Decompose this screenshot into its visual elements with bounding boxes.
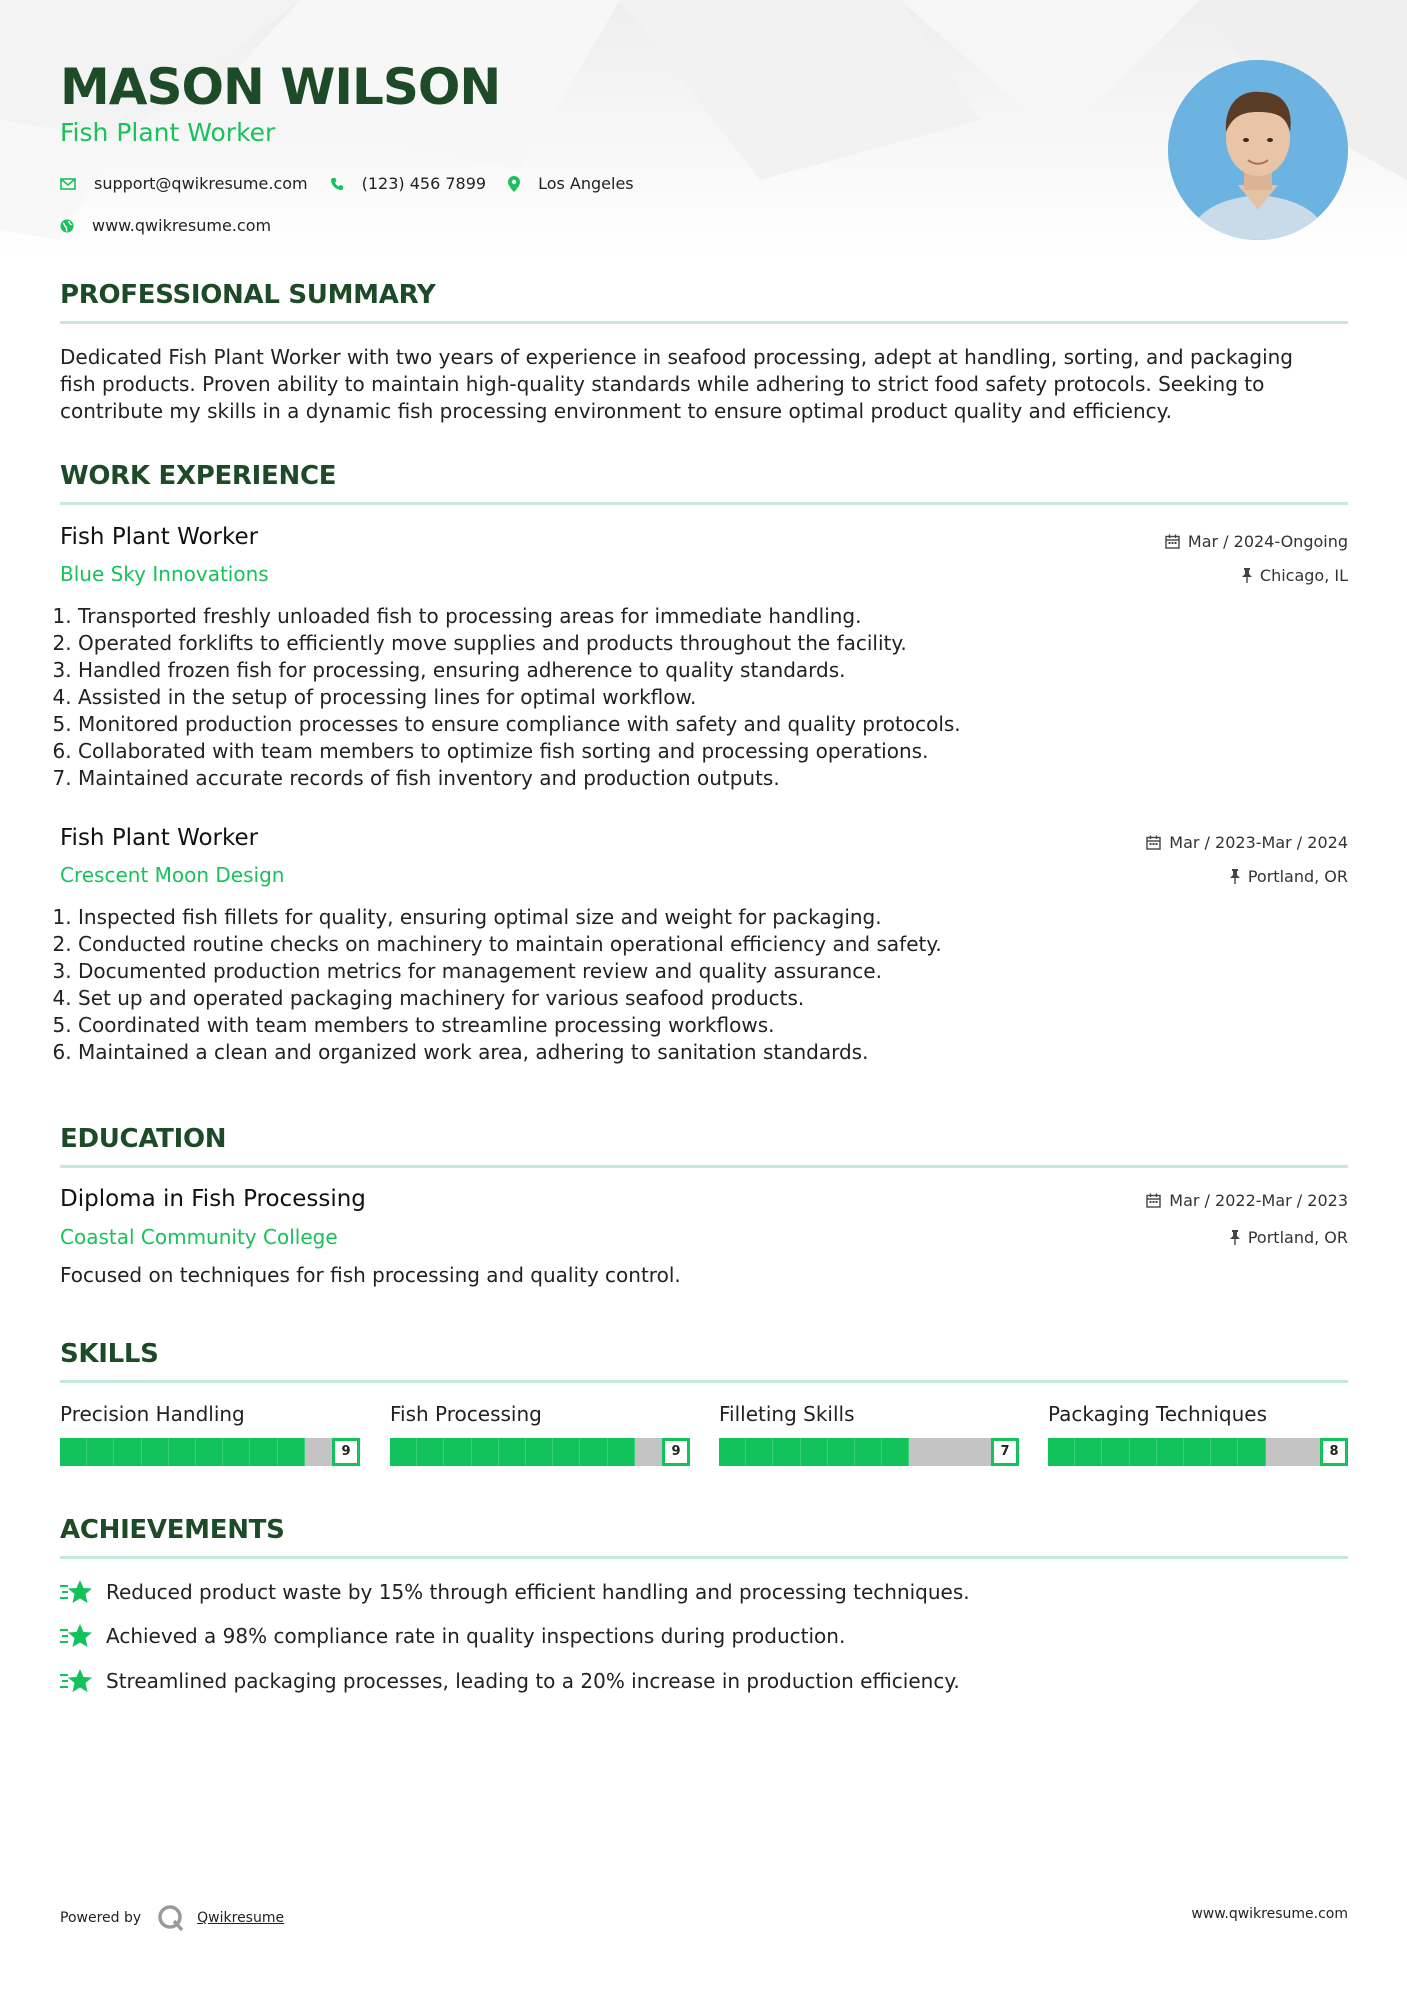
degree-title: Diploma in Fish Processing (60, 1186, 366, 1212)
education-location-text: Portland, OR (1247, 1228, 1348, 1247)
skill-fill (1048, 1438, 1266, 1466)
contact-email[interactable] (60, 174, 308, 193)
calendar-icon (1146, 1193, 1161, 1208)
skill-segment (882, 1438, 909, 1466)
skill-label: Filleting Skills (719, 1402, 855, 1426)
skill-level-number: 8 (1320, 1438, 1348, 1466)
skill-label: Packaging Techniques (1048, 1402, 1268, 1426)
qwikresume-link[interactable]: Qwikresume (197, 1910, 285, 1926)
education-location (1230, 1228, 1348, 1247)
skill-segment (746, 1438, 773, 1466)
experience-heading: WORK EXPERIENCE (60, 461, 337, 491)
skill-segment (169, 1438, 196, 1466)
achievement-text: Achieved a 98% compliance rate in quality inspections during production. (106, 1624, 846, 1648)
achievements-heading: ACHIEVEMENTS (60, 1515, 285, 1545)
skill-segment (278, 1438, 305, 1466)
skill-segment (801, 1438, 828, 1466)
skill-track (1048, 1438, 1320, 1466)
skill-level-number: 7 (991, 1438, 1019, 1466)
section-divider (60, 502, 1348, 505)
achievement-text: Reduced product waste by 15% through efficient handling and processing techniques. (106, 1580, 970, 1604)
job-responsibilities (54, 904, 1338, 1066)
education-heading: EDUCATION (60, 1124, 227, 1154)
section-divider (60, 1165, 1348, 1168)
job-location-text: Portland, OR (1247, 867, 1348, 886)
skill-segment (580, 1438, 607, 1466)
job-location-text: Chicago, IL (1259, 566, 1348, 585)
skill-level-number: 9 (332, 1438, 360, 1466)
contact-location (508, 174, 634, 193)
summary-line: contribute my skills in a dynamic fish processing environment to ensure optimal product quality and efficiency. (60, 399, 1173, 423)
calendar-icon (1146, 835, 1161, 850)
skill-segment (526, 1438, 553, 1466)
job-title: Fish Plant Worker (60, 825, 259, 851)
list-item: 7. Maintained accurate records of fish inventory and production outputs. (78, 765, 1338, 792)
education-description: Focused on techniques for fish processing and quality control. (60, 1263, 681, 1287)
education-dates-text: Mar / 2022-Mar / 2023 (1169, 1191, 1348, 1210)
skill-item (60, 1402, 360, 1466)
job-dates-text: Mar / 2024-Ongoing (1187, 532, 1348, 551)
skill-segment (60, 1438, 87, 1466)
skill-segment (444, 1438, 471, 1466)
skill-track (390, 1438, 662, 1466)
phone-text: (123) 456 7899 (361, 174, 487, 193)
skill-level-number: 9 (662, 1438, 690, 1466)
list-item: 5. Monitored production processes to ensure compliance with safety and quality protocols. (78, 711, 1338, 738)
job-responsibilities (54, 603, 1338, 792)
job-title: Fish Plant Worker (60, 524, 259, 550)
summary-line: fish products. Proven ability to maintain high-quality standards while adhering to strict food safety protocols. Seeking to (60, 372, 1265, 396)
list-item: 4. Set up and operated packaging machinery for various seafood products. (78, 985, 1338, 1012)
school-name: Coastal Community College (60, 1225, 338, 1249)
section-divider (60, 1556, 1348, 1559)
list-item: 3. Documented production metrics for management review and quality assurance. (78, 958, 1338, 985)
pushpin-icon (1230, 1230, 1240, 1245)
skill-segment (223, 1438, 250, 1466)
skill-segment (1075, 1438, 1102, 1466)
job-company: Blue Sky Innovations (60, 562, 269, 586)
location-text: Los Angeles (538, 174, 634, 193)
job-dates (1165, 532, 1348, 551)
job-company: Crescent Moon Design (60, 863, 285, 887)
skill-segment (1130, 1438, 1157, 1466)
job-location (1242, 566, 1348, 585)
skill-fill (60, 1438, 305, 1466)
summary-text (60, 344, 1348, 425)
skill-segment (1157, 1438, 1184, 1466)
achievement-item (60, 1578, 970, 1606)
achievement-item (60, 1667, 960, 1695)
list-item: 5. Coordinated with team members to streamline processing workflows. (78, 1012, 1338, 1039)
skill-item (1048, 1402, 1348, 1466)
skill-level-bar (60, 1438, 360, 1466)
globe-icon (60, 219, 74, 233)
skill-fill (719, 1438, 909, 1466)
contact-website[interactable] (60, 216, 271, 235)
skill-segment (719, 1438, 746, 1466)
list-item: 2. Conducted routine checks on machinery to maintain operational efficiency and safety. (78, 931, 1338, 958)
skill-segment (608, 1438, 635, 1466)
phone-icon (330, 177, 344, 191)
skill-segment (250, 1438, 277, 1466)
skill-label: Fish Processing (390, 1402, 542, 1426)
skill-segment (1102, 1438, 1129, 1466)
list-item: 6. Collaborated with team members to optimize fish sorting and processing operations. (78, 738, 1338, 765)
skill-label: Precision Handling (60, 1402, 245, 1426)
pushpin-icon (1230, 869, 1240, 884)
pushpin-icon (1242, 568, 1252, 583)
skill-segment (1048, 1438, 1075, 1466)
powered-by-label: Powered by (60, 1910, 142, 1926)
list-item: 4. Assisted in the setup of processing lines for optimal workflow. (78, 684, 1338, 711)
skill-track (60, 1438, 332, 1466)
email-text: support@qwikresume.com (94, 174, 308, 193)
skill-segment (553, 1438, 580, 1466)
skill-segment (114, 1438, 141, 1466)
job-dates-text: Mar / 2023-Mar / 2024 (1169, 833, 1348, 852)
qwikresume-logo-icon (157, 1904, 185, 1932)
star-icon (60, 1622, 94, 1650)
candidate-name: MASON WILSON (60, 58, 501, 116)
skill-segment (142, 1438, 169, 1466)
section-divider (60, 1380, 1348, 1383)
list-item: 3. Handled frozen fish for processing, ensuring adherence to quality standards. (78, 657, 1338, 684)
job-dates (1146, 833, 1348, 852)
map-pin-icon (508, 176, 520, 192)
skill-level-bar (390, 1438, 690, 1466)
education-dates (1146, 1191, 1348, 1210)
summary-line: Dedicated Fish Plant Worker with two years of experience in seafood processing, adept at handling, sorting, and packaging (60, 345, 1293, 369)
skill-level-bar (719, 1438, 1019, 1466)
calendar-icon (1165, 534, 1180, 549)
star-icon (60, 1578, 94, 1606)
achievement-item (60, 1622, 845, 1650)
skill-segment (417, 1438, 444, 1466)
skill-segment (472, 1438, 499, 1466)
list-item: 1. Inspected fish fillets for quality, ensuring optimal size and weight for packaging. (78, 904, 1338, 931)
skill-level-bar (1048, 1438, 1348, 1466)
skill-segment (87, 1438, 114, 1466)
skill-segment (390, 1438, 417, 1466)
list-item: 6. Maintained a clean and organized work area, adhering to sanitation standards. (78, 1039, 1338, 1066)
skill-segment (855, 1438, 882, 1466)
job-location (1230, 867, 1348, 886)
achievement-text: Streamlined packaging processes, leading to a 20% increase in production efficiency. (106, 1669, 960, 1693)
skill-segment (773, 1438, 800, 1466)
skill-segment (196, 1438, 223, 1466)
contact-phone[interactable] (330, 174, 486, 193)
footer-url[interactable]: www.qwikresume.com (1191, 1906, 1348, 1922)
profile-photo (1168, 60, 1348, 240)
list-item: 2. Operated forklifts to efficiently move supplies and products throughout the facility. (78, 630, 1338, 657)
website-text: www.qwikresume.com (92, 216, 272, 235)
skill-item (719, 1402, 1019, 1466)
contact-row (60, 174, 656, 193)
skill-track (719, 1438, 991, 1466)
envelope-icon (60, 178, 76, 190)
skill-segment (1238, 1438, 1265, 1466)
candidate-title: Fish Plant Worker (60, 118, 276, 147)
summary-heading: PROFESSIONAL SUMMARY (60, 280, 436, 310)
section-divider (60, 321, 1348, 324)
star-icon (60, 1667, 94, 1695)
skill-segment (499, 1438, 526, 1466)
skill-segment (1211, 1438, 1238, 1466)
footer-powered-by (60, 1904, 284, 1932)
skill-fill (390, 1438, 635, 1466)
skills-heading: SKILLS (60, 1339, 159, 1369)
skill-segment (1184, 1438, 1211, 1466)
list-item: 1. Transported freshly unloaded fish to processing areas for immediate handling. (78, 603, 1338, 630)
contact-row-2 (60, 216, 293, 235)
skill-segment (828, 1438, 855, 1466)
skill-item (390, 1402, 690, 1466)
